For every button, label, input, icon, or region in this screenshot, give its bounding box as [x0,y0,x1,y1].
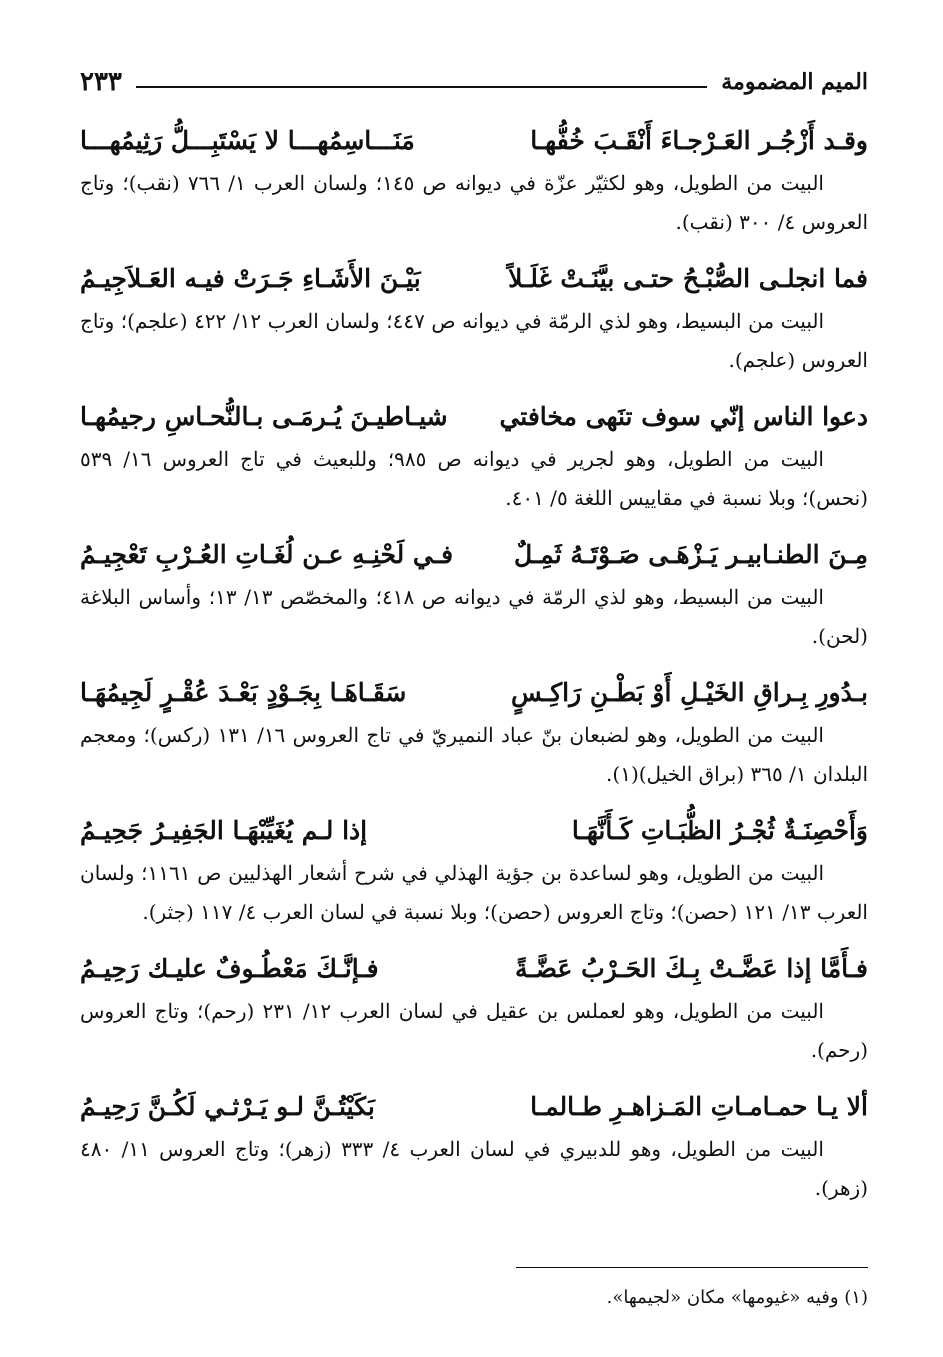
verse-entry [80,946,868,1070]
first-hemistich: وَأَحْصِنَـةٌ ثُجْـرُ الظُّبَـاتِ كَـأَنَّهَـا [571,816,868,845]
verse-line [80,808,868,854]
verse-entry [80,808,868,932]
verse-line [80,118,868,164]
verse-note: البيت من البسيط، وهو لذي الرمّة في ديوانه ص ٤١٨؛ والمخصّص ١٣/ ١٣؛ وأساس البلاغة (لحن). [80,585,868,648]
first-hemistich: مِـنَ الطنـابيـر يَـزْهَـى صَـوْتَـهُ ثَمِـلٌ [514,540,868,569]
book-page [80,0,868,1357]
second-hemistich: إذا لـم يُغَيِّبْهَـا الجَفِيـرُ جَحِيـمُ [80,816,368,845]
running-head [80,64,868,100]
first-hemistich: ألا يـا حمـامـاتِ المَـزاهـرِ طـالمـا [530,1092,868,1121]
first-hemistich: وقـد أَزْجُـر العَـرْجـاءَ أَنْقَـبَ خُفُّهـا [530,126,868,155]
footnote-rule [516,1267,868,1268]
verse-note: البيت من البسيط، وهو لذي الرمّة في ديوانه ص ٤٤٧؛ ولسان العرب ١٢/ ٤٢٢ (علجم)؛ وتاج العروس (علجم). [80,309,868,372]
verse-note: البيت من الطويل، وهو لعملس بن عقيل في لسان العرب ١٢/ ٢٣١ (رحم)؛ وتاج العروس (رحم). [80,999,868,1062]
chapter-title: الميم المضمومة [721,69,868,95]
first-hemistich: فما انجلـى الصُّبْـحُ حتـى بيَّنَـتْ غَلَـلاً [508,264,868,293]
verse-entries [80,118,868,1222]
second-hemistich: شيـاطيـنَ يُـرمَـى بـالنُّحـاسِ رجيمُهـا [80,402,448,431]
second-hemistich: سَقَـاهَـا بِجَـوْدٍ بَعْـدَ عُقْـرٍ لَجِيمُهَـا [80,678,407,707]
verse-note: البيت من الطويل، وهو لساعدة بن جؤية الهذلي في شرح أشعار الهذليين ص ١١٦١؛ ولسان العرب ١٣/ ١٢١ (حصن)؛ وتاج العروس (حصن)؛ وبلا نسبة في لسان العرب ٤/ ١١٧ (جثر). [80,861,868,924]
first-hemistich: بـدُورِ بِـراقِ الخَيْـلِ أَوْ بَطْـنِ رَاكِـسٍ [511,678,868,707]
second-hemistich: بَيْـنَ الأَشَـاءِ جَـرَتْ فيـه العَـلاَجِيـمُ [80,264,421,293]
verse-entry [80,118,868,242]
verse-note: البيت من الطويل، وهو لجرير في ديوانه ص ٩٨٥؛ وللبعيث في تاج العروس ١٦/ ٥٣٩ (نحس)؛ وبلا نسبة في مقاييس اللغة ٥/ ٤٠١. [80,447,868,510]
verse-line [80,256,868,302]
verse-line [80,532,868,578]
page-number: ٢٣٣ [80,67,122,97]
footnote: (١) وفيه «غيومها» مكان «لجيمها». [606,1287,868,1308]
verse-entry [80,670,868,794]
second-hemistich: فـإنَّـكَ مَعْطُـوفٌ عليـك رَحِيـمُ [80,954,379,983]
verse-line [80,1084,868,1130]
verse-entry [80,394,868,518]
first-hemistich: دعوا الناس إنّي سوف تنَهى مخافتي [499,402,868,431]
verse-line [80,946,868,992]
verse-note: البيت من الطويل، وهو للدبيري في لسان العرب ٤/ ٣٣٣ (زهر)؛ وتاج العروس ١١/ ٤٨٠ (زهر). [80,1137,868,1200]
verse-entry [80,256,868,380]
verse-entry [80,1084,868,1208]
verse-line [80,394,868,440]
verse-note: البيت من الطويل، وهو لضبعان بنّ عباد النميريّ في تاج العروس ١٦/ ١٣١ (ركس)؛ ومعجم البلدان ١/ ٣٦٥ (براق الخيل)(١). [80,723,868,786]
second-hemistich: مَنَـــاسِمُهـــا لا يَسْتَبِـــلُّ رَثِيمُهـــا [80,126,415,155]
verse-entry [80,532,868,656]
verse-line [80,670,868,716]
second-hemistich: فـي لَحْنِـهِ عـن لُغَـاتِ العُـرْبِ تَعْجِيـمُ [80,540,454,569]
first-hemistich: فـأَمَّا إذا عَضَّـتْ بِـكَ الحَـرْبُ عَضَّـةً [515,954,868,983]
second-hemistich: بَكَيْتُـنَّ لـو يَـرْثـي لَكُـنَّ رَحِيـمُ [80,1092,375,1121]
header-rule [136,86,707,88]
verse-note: البيت من الطويل، وهو لكثيّر عزّة في ديوانه ص ١٤٥؛ ولسان العرب ١/ ٧٦٦ (نقب)؛ وتاج العروس ٤/ ٣٠٠ (نقب). [80,171,868,234]
